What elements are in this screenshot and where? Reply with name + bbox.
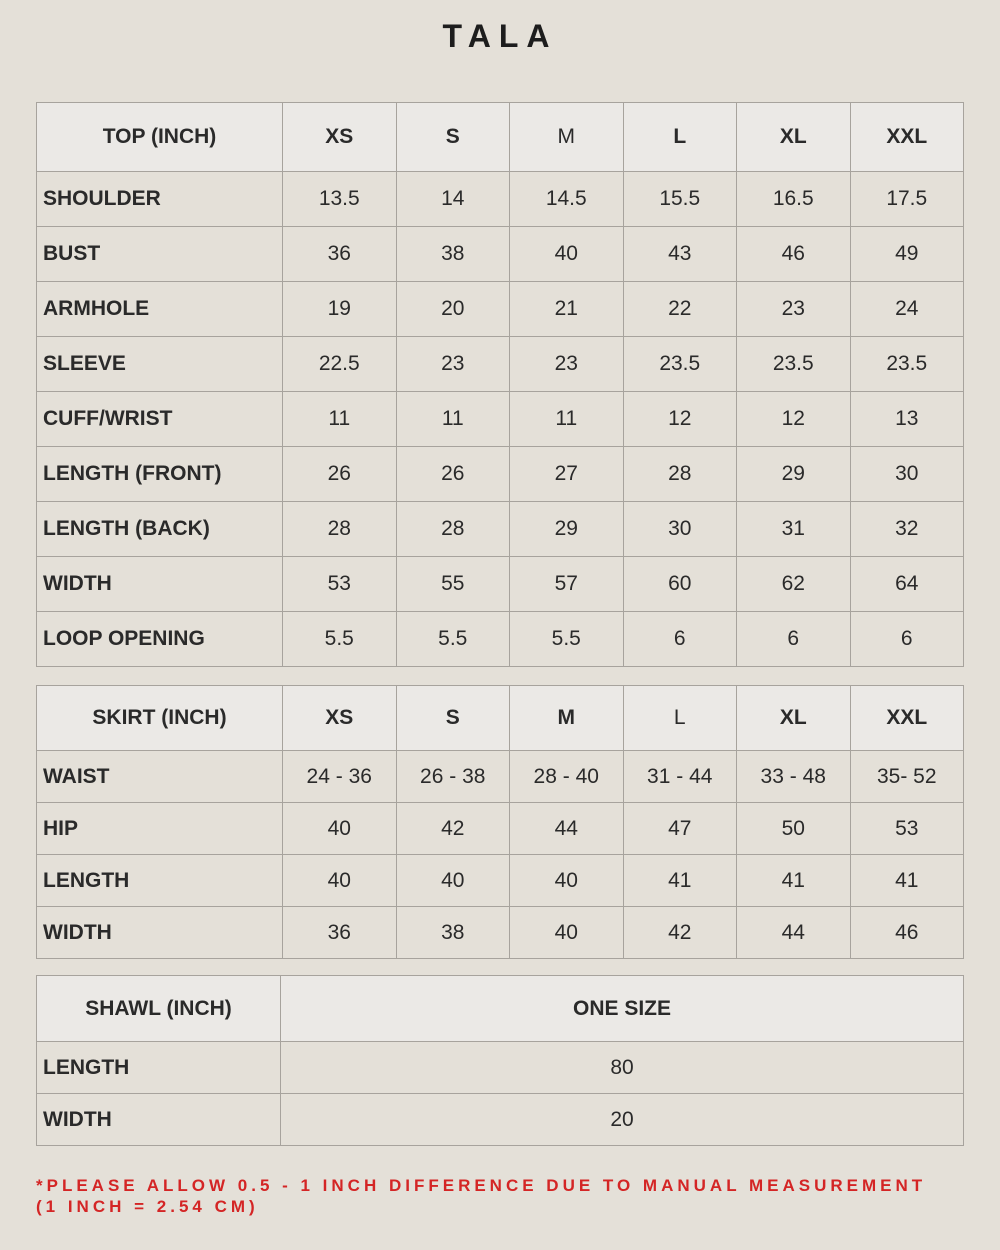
table-cell: 31 <box>737 502 851 557</box>
table-cell: 30 <box>850 447 964 502</box>
table-cell: 6 <box>850 612 964 667</box>
table-cell: 11 <box>510 392 624 447</box>
table-cell: 40 <box>510 855 624 907</box>
table-row <box>37 1042 964 1094</box>
row-label: SHOULDER <box>37 172 283 227</box>
table-row <box>37 612 964 667</box>
table-cell: 60 <box>623 557 737 612</box>
table-row <box>37 803 964 855</box>
table-cell: 23.5 <box>737 337 851 392</box>
table-cell: 40 <box>396 855 510 907</box>
size-header-xl: XL <box>737 103 851 172</box>
table-cell: 22.5 <box>283 337 397 392</box>
row-label: WIDTH <box>37 907 283 959</box>
table-cell: 32 <box>850 502 964 557</box>
table-cell: 38 <box>396 227 510 282</box>
size-header-m: M <box>510 686 624 751</box>
table-cell: 41 <box>737 855 851 907</box>
size-header-l: L <box>623 103 737 172</box>
table-cell: 40 <box>510 227 624 282</box>
brand-title: TALA <box>442 18 558 54</box>
table-row <box>37 557 964 612</box>
row-label: LENGTH (BACK) <box>37 502 283 557</box>
row-label: SLEEVE <box>37 337 283 392</box>
shawl-header-row <box>37 976 964 1042</box>
table-cell: 55 <box>396 557 510 612</box>
skirt-table-header: SKIRT (INCH) <box>37 686 283 751</box>
table-cell: 30 <box>623 502 737 557</box>
table-row <box>37 447 964 502</box>
table-cell: 26 - 38 <box>396 751 510 803</box>
table-cell: 42 <box>396 803 510 855</box>
table-cell: 31 - 44 <box>623 751 737 803</box>
skirt-header-row <box>37 686 964 751</box>
table-cell: 6 <box>623 612 737 667</box>
table-cell: 38 <box>396 907 510 959</box>
table-cell: 62 <box>737 557 851 612</box>
table-cell: 41 <box>850 855 964 907</box>
top-header-row <box>37 103 964 172</box>
row-label: CUFF/WRIST <box>37 392 283 447</box>
top-table-header: TOP (INCH) <box>37 103 283 172</box>
table-cell: 80 <box>281 1042 964 1094</box>
size-header-m: M <box>510 103 624 172</box>
row-label: BUST <box>37 227 283 282</box>
table-cell: 50 <box>737 803 851 855</box>
table-cell: 11 <box>283 392 397 447</box>
table-cell: 33 - 48 <box>737 751 851 803</box>
table-cell: 28 <box>623 447 737 502</box>
table-cell: 42 <box>623 907 737 959</box>
row-label: ARMHOLE <box>37 282 283 337</box>
table-row <box>37 337 964 392</box>
size-header-s: S <box>396 103 510 172</box>
size-header-xl: XL <box>737 686 851 751</box>
top-size-table <box>36 102 964 667</box>
size-header-xs: XS <box>283 103 397 172</box>
table-cell: 21 <box>510 282 624 337</box>
table-cell: 23 <box>396 337 510 392</box>
shawl-size-table <box>36 975 964 1146</box>
table-cell: 13.5 <box>283 172 397 227</box>
table-cell: 11 <box>396 392 510 447</box>
table-cell: 22 <box>623 282 737 337</box>
table-cell: 44 <box>737 907 851 959</box>
table-cell: 12 <box>623 392 737 447</box>
table-cell: 40 <box>283 855 397 907</box>
table-cell: 19 <box>283 282 397 337</box>
measurement-note: *PLEASE ALLOW 0.5 - 1 INCH DIFFERENCE DUE TO MANUAL MEASUREMENT (1 INCH = 2.54 CM) <box>36 1176 927 1216</box>
table-cell: 5.5 <box>510 612 624 667</box>
size-header-xxl: XXL <box>850 103 964 172</box>
table-cell: 35- 52 <box>850 751 964 803</box>
table-cell: 12 <box>737 392 851 447</box>
size-header-l: L <box>623 686 737 751</box>
table-cell: 40 <box>283 803 397 855</box>
table-cell: 26 <box>396 447 510 502</box>
table-cell: 64 <box>850 557 964 612</box>
skirt-size-table <box>36 685 964 959</box>
table-cell: 53 <box>283 557 397 612</box>
table-cell: 27 <box>510 447 624 502</box>
table-cell: 23 <box>737 282 851 337</box>
table-row <box>37 907 964 959</box>
row-label: LENGTH (FRONT) <box>37 447 283 502</box>
one-size-header: ONE SIZE <box>281 976 964 1042</box>
size-header-s: S <box>396 686 510 751</box>
table-cell: 5.5 <box>396 612 510 667</box>
table-cell: 43 <box>623 227 737 282</box>
table-cell: 16.5 <box>737 172 851 227</box>
row-label: WIDTH <box>37 1094 281 1146</box>
row-label: LENGTH <box>37 855 283 907</box>
row-label: LOOP OPENING <box>37 612 283 667</box>
row-label: WAIST <box>37 751 283 803</box>
row-label: WIDTH <box>37 557 283 612</box>
table-cell: 24 - 36 <box>283 751 397 803</box>
table-cell: 6 <box>737 612 851 667</box>
table-cell: 57 <box>510 557 624 612</box>
table-cell: 36 <box>283 227 397 282</box>
table-row <box>37 172 964 227</box>
table-cell: 28 - 40 <box>510 751 624 803</box>
table-cell: 5.5 <box>283 612 397 667</box>
table-cell: 20 <box>396 282 510 337</box>
table-row <box>37 1094 964 1146</box>
table-cell: 23.5 <box>850 337 964 392</box>
table-row <box>37 502 964 557</box>
row-label: HIP <box>37 803 283 855</box>
table-cell: 23 <box>510 337 624 392</box>
table-cell: 28 <box>396 502 510 557</box>
table-cell: 17.5 <box>850 172 964 227</box>
table-cell: 46 <box>850 907 964 959</box>
table-cell: 14.5 <box>510 172 624 227</box>
table-row <box>37 392 964 447</box>
table-row <box>37 855 964 907</box>
table-cell: 23.5 <box>623 337 737 392</box>
table-cell: 49 <box>850 227 964 282</box>
shawl-table-header: SHAWL (INCH) <box>37 976 281 1042</box>
table-cell: 28 <box>283 502 397 557</box>
table-cell: 24 <box>850 282 964 337</box>
table-cell: 40 <box>510 907 624 959</box>
row-label: LENGTH <box>37 1042 281 1094</box>
table-cell: 47 <box>623 803 737 855</box>
table-cell: 26 <box>283 447 397 502</box>
table-cell: 36 <box>283 907 397 959</box>
table-cell: 46 <box>737 227 851 282</box>
table-cell: 53 <box>850 803 964 855</box>
table-cell: 14 <box>396 172 510 227</box>
table-cell: 29 <box>737 447 851 502</box>
table-row <box>37 227 964 282</box>
table-cell: 15.5 <box>623 172 737 227</box>
table-cell: 41 <box>623 855 737 907</box>
size-header-xxl: XXL <box>850 686 964 751</box>
table-cell: 13 <box>850 392 964 447</box>
table-cell: 29 <box>510 502 624 557</box>
table-cell: 44 <box>510 803 624 855</box>
table-row <box>37 282 964 337</box>
table-cell: 20 <box>281 1094 964 1146</box>
size-header-xs: XS <box>283 686 397 751</box>
table-row <box>37 751 964 803</box>
